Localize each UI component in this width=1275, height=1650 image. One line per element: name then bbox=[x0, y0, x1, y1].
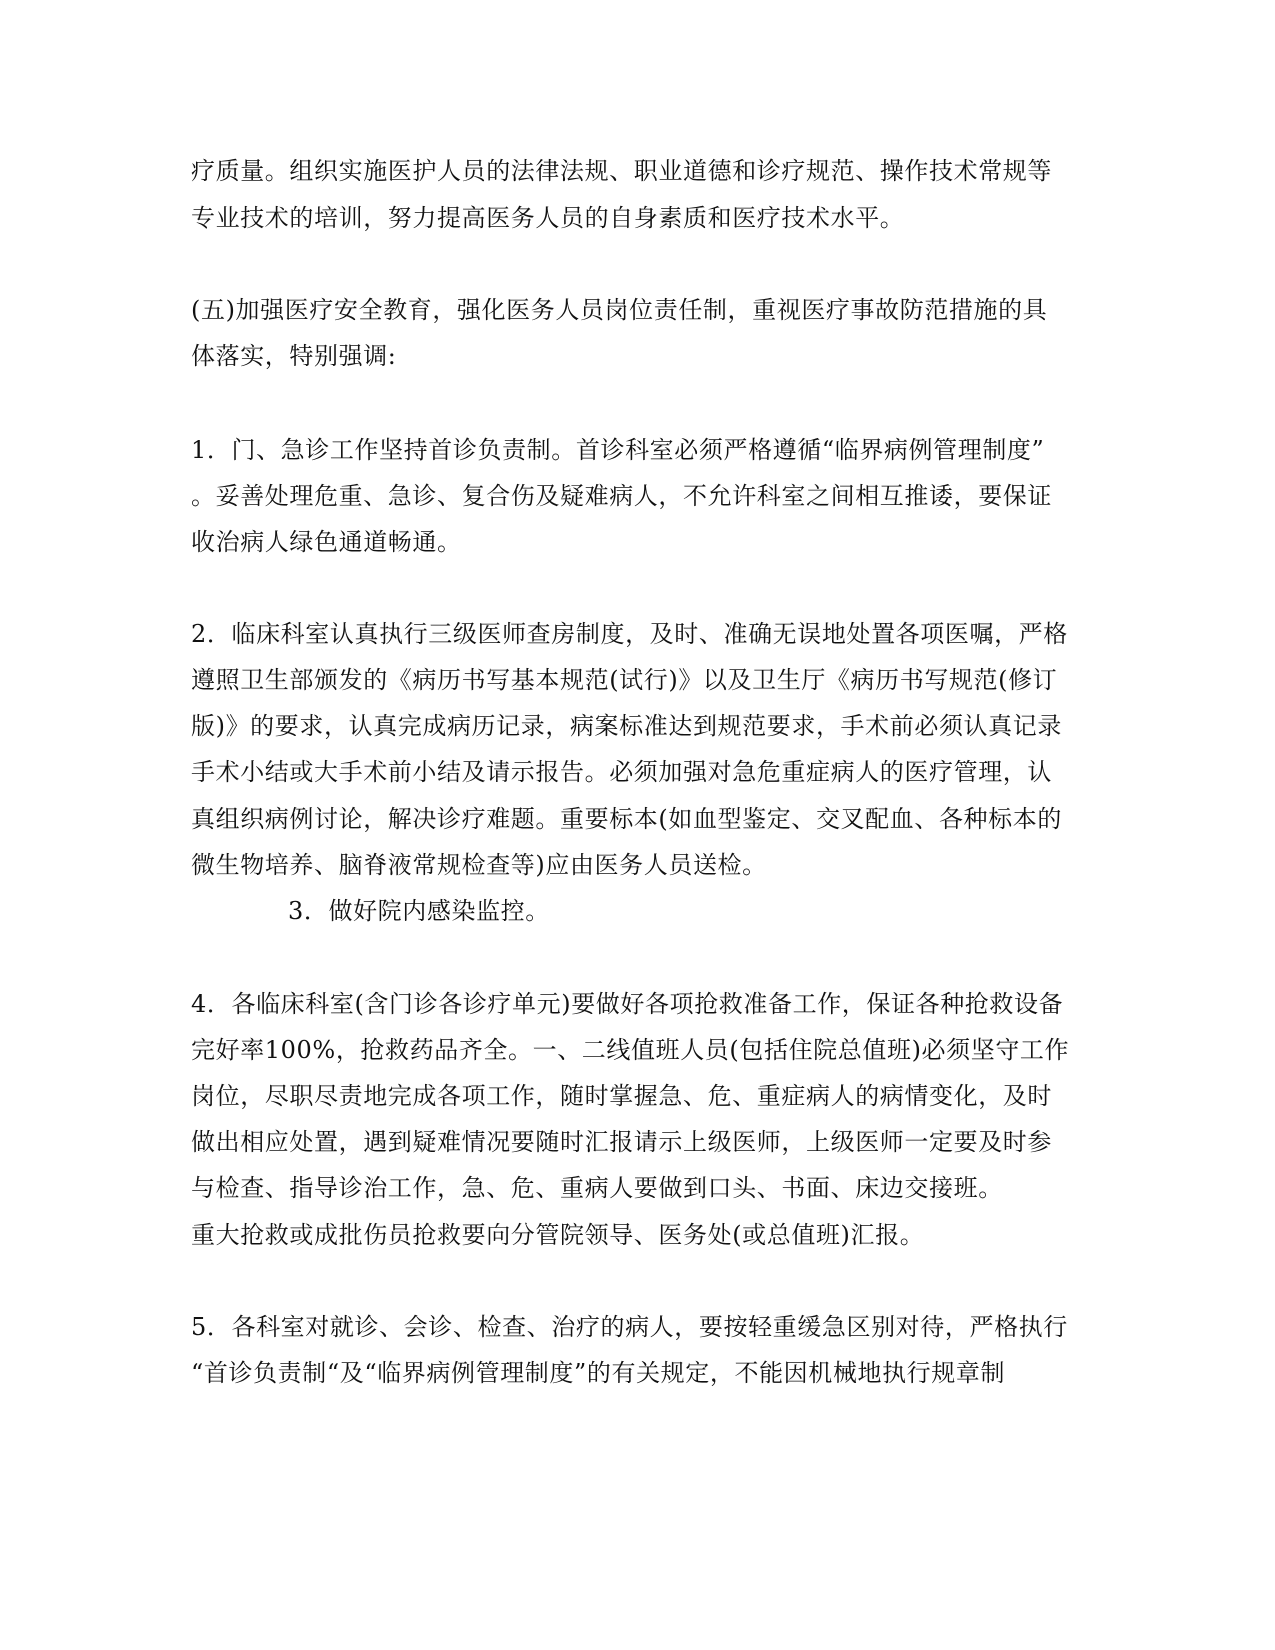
text-line: 真组织病例讨论，解决诊疗难题。重要标本(如血型鉴定、交叉配血、各种标本的 bbox=[191, 805, 1062, 833]
text-line: 完好率100%，抢救药品齐全。一、二线值班人员(包括住院总值班)必须坚守工作 bbox=[191, 1036, 1070, 1064]
text-line: (五)加强医疗安全教育，强化医务人员岗位责任制，重视医疗事故防范措施的具 bbox=[191, 296, 1048, 324]
text-line: 手术小结或大手术前小结及请示报告。必须加强对急危重症病人的医疗管理，认 bbox=[191, 758, 1052, 786]
text-line: 3．做好院内感染监控。 bbox=[288, 897, 550, 925]
text-line: 重大抢救或成批伤员抢救要向分管院领导、医务处(或总值班)汇报。 bbox=[191, 1221, 925, 1249]
text-line: 收治病人绿色通道畅通。 bbox=[191, 528, 462, 556]
text-line: 微生物培养、脑脊液常规检查等)应由医务人员送检。 bbox=[191, 851, 767, 879]
text-line: 做出相应处置，遇到疑难情况要随时汇报请示上级医师，上级医师一定要及时参 bbox=[191, 1128, 1052, 1156]
text-line: 岗位，尽职尽责地完成各项工作，随时掌握急、危、重症病人的病情变化，及时 bbox=[191, 1082, 1052, 1110]
text-line: 疗质量。组织实施医护人员的法律法规、职业道德和诊疗规范、操作技术常规等 bbox=[191, 157, 1052, 185]
text-line: 5．各科室对就诊、会诊、检查、治疗的病人，要按轻重缓急区别对待，严格执行 bbox=[191, 1313, 1068, 1341]
text-line: 与检查、指导诊治工作，急、危、重病人要做到口头、书面、床边交接班。 bbox=[191, 1174, 1003, 1202]
text-line: 2．临床科室认真执行三级医师查房制度，及时、准确无误地处置各项医嘱，严格 bbox=[191, 620, 1068, 648]
text-line: 4．各临床科室(含门诊各诊疗单元)要做好各项抢救准备工作，保证各种抢救设备 bbox=[191, 990, 1064, 1018]
text-line: 体落实，特别强调: bbox=[191, 342, 397, 370]
text-line: 版)》的要求，认真完成病历记录，病案标准达到规范要求，手术前必须认真记录 bbox=[191, 712, 1062, 740]
text-line: 遵照卫生部颁发的《病历书写基本规范(试行)》以及卫生厅《病历书写规范(修订 bbox=[191, 666, 1058, 694]
text-line: 。妥善处理危重、急诊、复合伤及疑难病人，不允许科室之间相互推诿，要保证 bbox=[191, 482, 1052, 510]
text-line: 专业技术的培训，努力提高医务人员的自身素质和医疗技术水平。 bbox=[191, 204, 905, 232]
text-line: 1．门、急诊工作坚持首诊负责制。首诊科室必须严格遵循“临界病例管理制度” bbox=[191, 436, 1045, 464]
text-line: “首诊负责制“及“临界病例管理制度”的有关规定，不能因机械地执行规章制 bbox=[191, 1359, 1006, 1387]
